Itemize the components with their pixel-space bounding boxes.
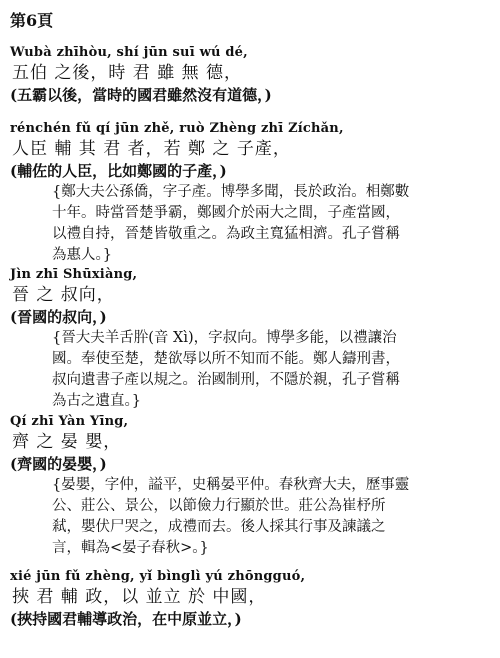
verse-section-4: [10, 413, 490, 559]
pinyin-line: Wubà zhīhòu, shí jūn suī wú dé,: [10, 45, 248, 60]
verse-section-3: [10, 266, 490, 412]
note-line: 為惠人。}: [52, 247, 112, 263]
page-number: 第6頁: [10, 11, 54, 30]
note-line: 弒，嬰伏尸哭之，成禮而去。後人採其行事及諫議之: [52, 519, 386, 535]
note-line: 公、莊公、景公，以節儉力行顯於世。莊公為崔杼所: [52, 498, 386, 514]
chinese-text-line: 挾 君 輔 政，以 並立 於 中國，: [12, 587, 267, 607]
pinyin-line: Qí zhī Yàn Yīng,: [10, 414, 129, 429]
verse-section-5: [10, 568, 490, 630]
translation-line: (輔佐的人臣，比如鄭國的子產，): [10, 162, 227, 180]
note-line: {鄭大夫公孫僑，字子產。博學多聞，長於政治。相鄭數: [52, 184, 410, 200]
chinese-text-line: 人臣 輔 其 君 者，若 鄭 之 子產，: [12, 139, 291, 159]
note-line: 為古之遺直。}: [52, 393, 141, 409]
chinese-text-line: 齊 之 晏 嬰，: [12, 432, 122, 452]
pinyin-line: Jìn zhī Shūxiàng,: [10, 267, 138, 282]
chinese-text-line: 五伯 之後，時 君 雖 無 德，: [12, 63, 243, 83]
verse-section-1: [10, 44, 490, 106]
translation-line: (挾持國君輔導政治，在中原並立，): [10, 610, 242, 628]
pinyin-line: rénchén fǔ qí jūn zhě, ruò Zhèng zhī Zíchǎn,: [10, 121, 344, 136]
note-line: {晏嬰，字仲，謚平，史稱晏平仲。春秋齊大夫，歷事靈: [52, 477, 410, 493]
note-line: 十年。時當晉楚爭霸，鄭國介於兩大之間，子產當國，: [52, 205, 400, 221]
note-line: {晉大夫羊舌肸(音 Xì)，字叔向。博學多能，以禮讓治: [52, 330, 397, 346]
note-line: 言，輯為<晏子春秋>。}: [52, 540, 209, 556]
verse-section-2: [10, 120, 490, 266]
chinese-text-line: 晉 之 叔向，: [12, 285, 115, 305]
annotation-note: [52, 475, 472, 559]
annotation-note: [52, 328, 472, 412]
pinyin-line: xié jūn fǔ zhèng, yǐ bìnglì yú zhōngguó,: [10, 569, 306, 584]
translation-line: (晉國的叔向，): [10, 308, 107, 326]
translation-line: (五霸以後，當時的國君雖然沒有道德，): [10, 86, 272, 104]
note-line: 以禮自持，晉楚皆敬重之。為政主寬猛相濟。孔子嘗稱: [52, 226, 400, 242]
note-line: 叔向遺書子產以規之。治國制刑，不隱於親，孔子嘗稱: [52, 372, 400, 388]
translation-line: (齊國的晏嬰，): [10, 455, 107, 473]
annotation-note: [52, 182, 472, 266]
note-line: 國。奉使至楚，楚欲辱以所不知而不能。鄭人鑄刑書，: [52, 351, 400, 367]
